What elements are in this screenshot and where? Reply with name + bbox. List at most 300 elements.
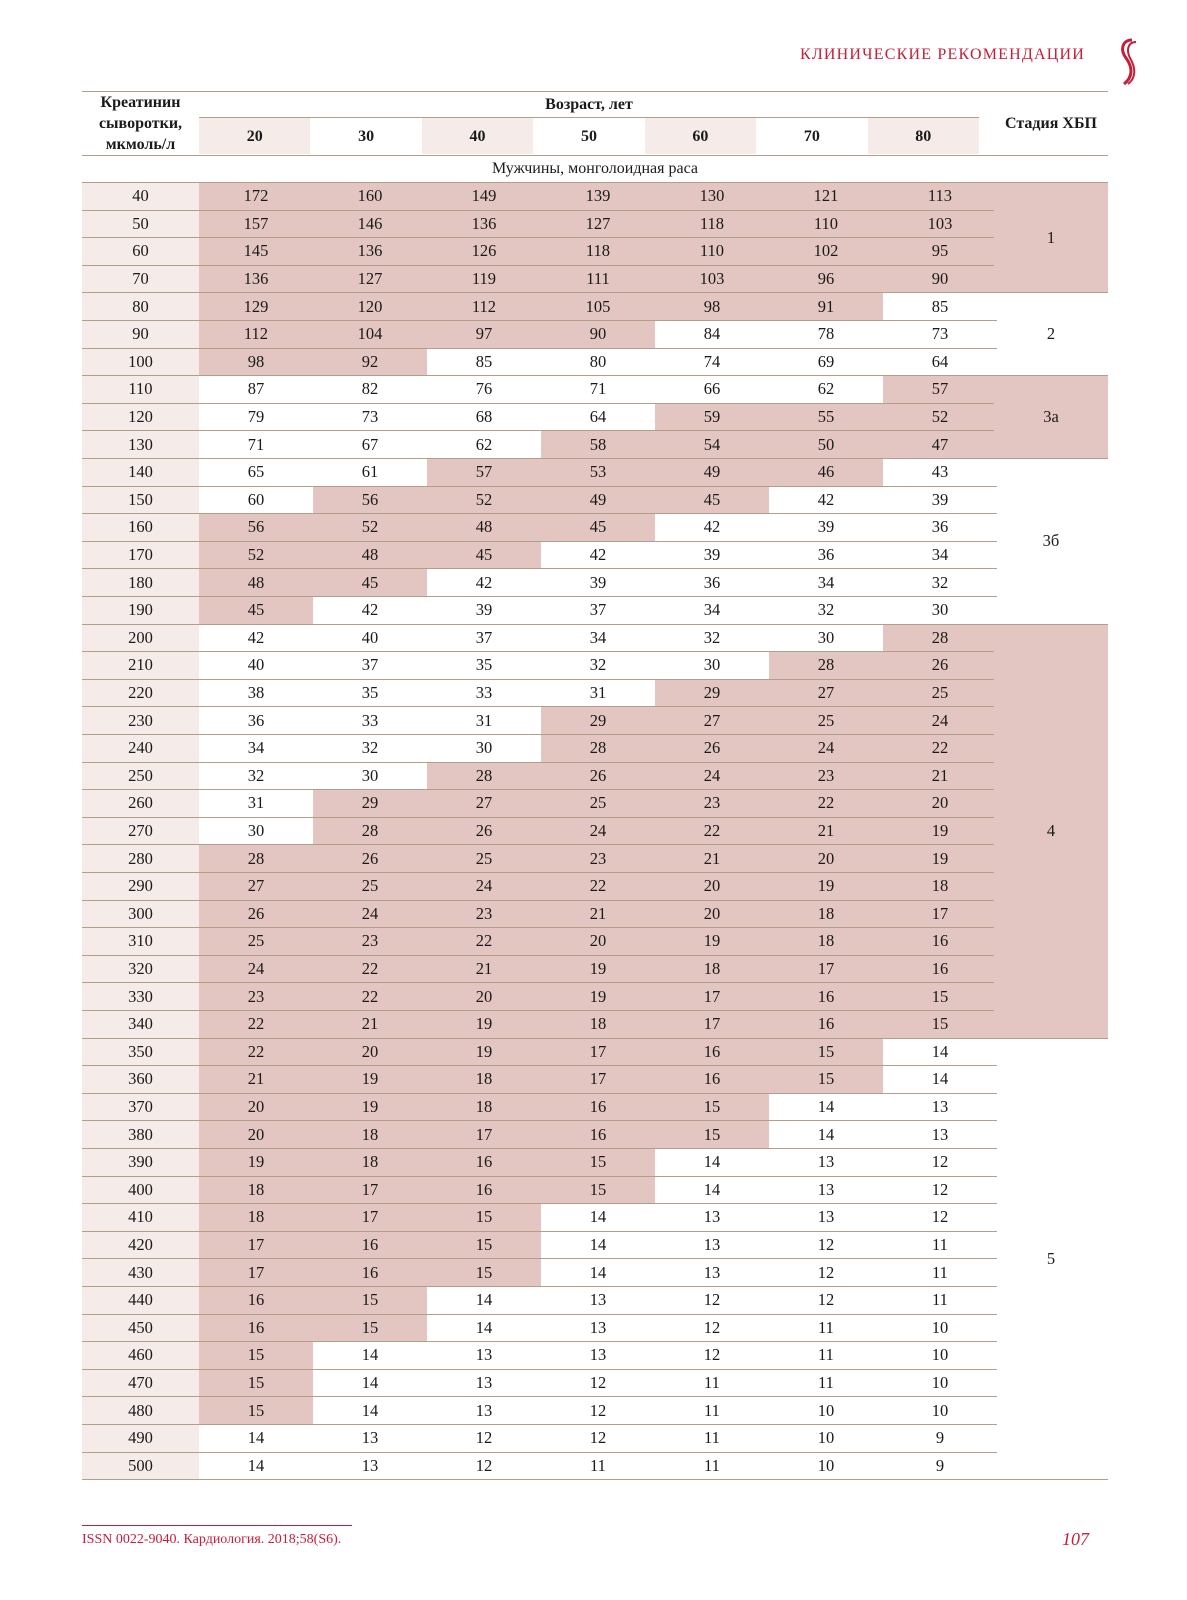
egfr-value-cell: 36 <box>655 569 769 597</box>
creatinine-cell: 220 <box>82 680 199 708</box>
egfr-value-cell: 22 <box>541 873 655 901</box>
egfr-value-cell: 69 <box>769 349 883 377</box>
egfr-value-cell: 48 <box>427 514 541 542</box>
egfr-value-cell: 17 <box>199 1259 313 1287</box>
table-row <box>82 1315 997 1343</box>
age-header-cell: 40 <box>422 118 533 154</box>
egfr-value-cell: 91 <box>769 293 883 321</box>
egfr-value-cell: 12 <box>769 1259 883 1287</box>
egfr-value-cell: 67 <box>313 431 427 459</box>
egfr-value-cell: 105 <box>541 293 655 321</box>
egfr-value-cell: 39 <box>769 514 883 542</box>
egfr-value-cell: 28 <box>199 845 313 873</box>
egfr-value-cell: 47 <box>883 431 997 459</box>
journal-logo-icon <box>1112 36 1142 88</box>
table-row <box>82 1232 997 1260</box>
age-header-row <box>199 118 979 154</box>
creatinine-cell: 110 <box>82 376 199 404</box>
table-row <box>82 680 997 708</box>
table-row <box>82 459 997 487</box>
egfr-value-cell: 12 <box>883 1204 997 1232</box>
egfr-value-cell: 12 <box>541 1370 655 1398</box>
egfr-value-cell: 66 <box>655 376 769 404</box>
egfr-value-cell: 13 <box>541 1342 655 1370</box>
egfr-value-cell: 14 <box>541 1204 655 1232</box>
egfr-value-cell: 16 <box>769 983 883 1011</box>
egfr-value-cell: 11 <box>883 1287 997 1315</box>
egfr-value-cell: 32 <box>655 625 769 653</box>
egfr-value-cell: 18 <box>313 1149 427 1177</box>
egfr-value-cell: 24 <box>427 873 541 901</box>
egfr-value-cell: 11 <box>769 1342 883 1370</box>
egfr-value-cell: 17 <box>769 956 883 984</box>
egfr-value-cell: 85 <box>883 293 997 321</box>
age-header-cell: 60 <box>645 118 756 154</box>
egfr-value-cell: 64 <box>541 404 655 432</box>
stage-cell: 2 <box>994 293 1108 376</box>
egfr-value-cell: 46 <box>769 459 883 487</box>
egfr-value-cell: 13 <box>655 1204 769 1232</box>
egfr-value-cell: 10 <box>883 1315 997 1343</box>
egfr-value-cell: 13 <box>883 1121 997 1149</box>
egfr-value-cell: 56 <box>199 514 313 542</box>
egfr-value-cell: 24 <box>655 763 769 791</box>
egfr-value-cell: 13 <box>313 1425 427 1453</box>
egfr-value-cell: 73 <box>313 404 427 432</box>
creatinine-cell: 280 <box>82 845 199 873</box>
egfr-value-cell: 82 <box>313 376 427 404</box>
creatinine-cell: 50 <box>82 211 199 239</box>
egfr-value-cell: 15 <box>655 1094 769 1122</box>
table-row <box>82 1397 997 1425</box>
egfr-value-cell: 11 <box>883 1232 997 1260</box>
egfr-value-cell: 16 <box>427 1149 541 1177</box>
egfr-value-cell: 26 <box>427 818 541 846</box>
egfr-value-cell: 30 <box>769 625 883 653</box>
egfr-value-cell: 28 <box>541 735 655 763</box>
creatinine-cell: 350 <box>82 1039 199 1067</box>
egfr-value-cell: 14 <box>655 1149 769 1177</box>
egfr-value-cell: 22 <box>199 1039 313 1067</box>
table-row <box>82 1342 997 1370</box>
egfr-value-cell: 24 <box>883 707 997 735</box>
egfr-value-cell: 59 <box>655 404 769 432</box>
egfr-value-cell: 23 <box>655 790 769 818</box>
egfr-value-cell: 18 <box>883 873 997 901</box>
egfr-value-cell: 25 <box>883 680 997 708</box>
egfr-value-cell: 10 <box>883 1397 997 1425</box>
egfr-value-cell: 25 <box>541 790 655 818</box>
footer-citation: ISSN 0022-9040. Кардиология. 2018;58(S6). <box>82 1532 342 1547</box>
egfr-value-cell: 22 <box>313 956 427 984</box>
egfr-value-cell: 14 <box>313 1397 427 1425</box>
egfr-value-cell: 35 <box>427 652 541 680</box>
egfr-value-cell: 24 <box>199 956 313 984</box>
egfr-value-cell: 18 <box>199 1177 313 1205</box>
egfr-value-cell: 136 <box>199 266 313 294</box>
egfr-value-cell: 17 <box>199 1232 313 1260</box>
egfr-value-cell: 12 <box>769 1287 883 1315</box>
egfr-value-cell: 22 <box>313 983 427 1011</box>
egfr-value-cell: 34 <box>883 542 997 570</box>
egfr-value-cell: 71 <box>199 431 313 459</box>
creatinine-cell: 260 <box>82 790 199 818</box>
egfr-value-cell: 13 <box>427 1397 541 1425</box>
egfr-value-cell: 15 <box>199 1342 313 1370</box>
egfr-value-cell: 16 <box>541 1121 655 1149</box>
egfr-value-cell: 16 <box>883 956 997 984</box>
egfr-value-cell: 74 <box>655 349 769 377</box>
age-header-cell: 30 <box>358 127 375 145</box>
egfr-value-cell: 37 <box>541 597 655 625</box>
egfr-value-cell: 20 <box>655 901 769 929</box>
egfr-value-cell: 98 <box>655 293 769 321</box>
egfr-value-cell: 26 <box>883 652 997 680</box>
egfr-value-cell: 14 <box>313 1370 427 1398</box>
creatinine-cell: 410 <box>82 1204 199 1232</box>
egfr-value-cell: 118 <box>655 211 769 239</box>
egfr-value-cell: 15 <box>427 1204 541 1232</box>
egfr-value-cell: 31 <box>427 707 541 735</box>
age-header-cell: 80 <box>868 118 979 154</box>
egfr-value-cell: 76 <box>427 376 541 404</box>
egfr-value-cell: 110 <box>769 211 883 239</box>
egfr-value-cell: 45 <box>427 542 541 570</box>
egfr-value-cell: 96 <box>769 266 883 294</box>
creatinine-cell: 230 <box>82 707 199 735</box>
egfr-value-cell: 34 <box>769 569 883 597</box>
egfr-value-cell: 29 <box>313 790 427 818</box>
egfr-value-cell: 22 <box>199 1011 313 1039</box>
egfr-value-cell: 118 <box>541 238 655 266</box>
egfr-value-cell: 24 <box>769 735 883 763</box>
egfr-value-cell: 52 <box>427 487 541 515</box>
table-row <box>82 293 997 321</box>
egfr-value-cell: 56 <box>313 487 427 515</box>
egfr-value-cell: 23 <box>769 763 883 791</box>
egfr-value-cell: 15 <box>313 1287 427 1315</box>
table-row <box>82 1066 997 1094</box>
table-row <box>82 404 997 432</box>
egfr-value-cell: 13 <box>427 1370 541 1398</box>
egfr-value-cell: 27 <box>427 790 541 818</box>
table-row <box>82 266 997 294</box>
egfr-value-cell: 119 <box>427 266 541 294</box>
egfr-value-cell: 20 <box>655 873 769 901</box>
egfr-value-cell: 35 <box>313 680 427 708</box>
egfr-value-cell: 28 <box>883 625 997 653</box>
egfr-value-cell: 19 <box>655 928 769 956</box>
age-header-cell: 50 <box>580 127 597 145</box>
egfr-value-cell: 13 <box>769 1177 883 1205</box>
egfr-value-cell: 38 <box>199 680 313 708</box>
egfr-value-cell: 16 <box>655 1066 769 1094</box>
egfr-value-cell: 37 <box>427 625 541 653</box>
egfr-value-cell: 10 <box>883 1370 997 1398</box>
egfr-value-cell: 34 <box>199 735 313 763</box>
table-row <box>82 569 997 597</box>
egfr-value-cell: 78 <box>769 321 883 349</box>
egfr-value-cell: 112 <box>427 293 541 321</box>
egfr-value-cell: 14 <box>769 1121 883 1149</box>
egfr-value-cell: 14 <box>199 1453 313 1481</box>
egfr-value-cell: 52 <box>883 404 997 432</box>
table-row <box>82 542 997 570</box>
egfr-value-cell: 112 <box>199 321 313 349</box>
egfr-value-cell: 19 <box>313 1094 427 1122</box>
egfr-value-cell: 18 <box>199 1204 313 1232</box>
table-row <box>82 1177 997 1205</box>
age-header-cell: 70 <box>803 127 820 145</box>
egfr-value-cell: 90 <box>541 321 655 349</box>
egfr-value-cell: 17 <box>541 1039 655 1067</box>
egfr-value-cell: 14 <box>541 1259 655 1287</box>
egfr-value-cell: 27 <box>769 680 883 708</box>
egfr-value-cell: 43 <box>883 459 997 487</box>
creatinine-cell: 250 <box>82 763 199 791</box>
egfr-value-cell: 126 <box>427 238 541 266</box>
stage-cell: 1 <box>994 183 1108 293</box>
egfr-value-cell: 11 <box>655 1425 769 1453</box>
creatinine-cell: 120 <box>82 404 199 432</box>
egfr-value-cell: 13 <box>541 1315 655 1343</box>
egfr-value-cell: 12 <box>883 1177 997 1205</box>
egfr-value-cell: 50 <box>769 431 883 459</box>
egfr-value-cell: 36 <box>199 707 313 735</box>
creatinine-cell: 370 <box>82 1094 199 1122</box>
creatinine-cell: 100 <box>82 349 199 377</box>
egfr-value-cell: 23 <box>199 983 313 1011</box>
egfr-value-cell: 160 <box>313 183 427 211</box>
table-row <box>82 211 997 239</box>
egfr-value-cell: 26 <box>313 845 427 873</box>
egfr-value-cell: 130 <box>655 183 769 211</box>
egfr-value-cell: 32 <box>769 597 883 625</box>
egfr-value-cell: 27 <box>655 707 769 735</box>
egfr-value-cell: 42 <box>541 542 655 570</box>
stage-header: Стадия ХБП <box>1005 114 1097 132</box>
table-row <box>82 818 997 846</box>
egfr-value-cell: 22 <box>427 928 541 956</box>
egfr-value-cell: 14 <box>427 1315 541 1343</box>
egfr-value-cell: 42 <box>313 597 427 625</box>
creatinine-cell: 60 <box>82 238 199 266</box>
egfr-value-cell: 45 <box>199 597 313 625</box>
creatinine-cell: 380 <box>82 1121 199 1149</box>
egfr-value-cell: 26 <box>541 763 655 791</box>
creatinine-cell: 460 <box>82 1342 199 1370</box>
egfr-value-cell: 32 <box>313 735 427 763</box>
egfr-value-cell: 39 <box>655 542 769 570</box>
egfr-value-cell: 21 <box>313 1011 427 1039</box>
table-row <box>82 652 997 680</box>
egfr-value-cell: 15 <box>313 1315 427 1343</box>
creatinine-cell: 160 <box>82 514 199 542</box>
egfr-value-cell: 15 <box>427 1232 541 1260</box>
egfr-value-cell: 18 <box>313 1121 427 1149</box>
egfr-value-cell: 19 <box>199 1149 313 1177</box>
egfr-value-cell: 30 <box>199 818 313 846</box>
egfr-value-cell: 129 <box>199 293 313 321</box>
egfr-value-cell: 18 <box>769 928 883 956</box>
egfr-value-cell: 42 <box>769 487 883 515</box>
egfr-value-cell: 149 <box>427 183 541 211</box>
egfr-value-cell: 145 <box>199 238 313 266</box>
egfr-value-cell: 62 <box>427 431 541 459</box>
egfr-value-cell: 14 <box>883 1039 997 1067</box>
creatinine-cell: 490 <box>82 1425 199 1453</box>
egfr-value-cell: 15 <box>769 1039 883 1067</box>
egfr-value-cell: 45 <box>541 514 655 542</box>
egfr-value-cell: 11 <box>655 1370 769 1398</box>
egfr-value-cell: 14 <box>769 1094 883 1122</box>
egfr-value-cell: 13 <box>427 1342 541 1370</box>
egfr-value-cell: 15 <box>541 1177 655 1205</box>
egfr-value-cell: 15 <box>655 1121 769 1149</box>
creatinine-cell: 270 <box>82 818 199 846</box>
egfr-value-cell: 13 <box>769 1149 883 1177</box>
egfr-value-cell: 22 <box>769 790 883 818</box>
egfr-value-cell: 23 <box>541 845 655 873</box>
egfr-value-cell: 15 <box>883 983 997 1011</box>
egfr-value-cell: 10 <box>769 1425 883 1453</box>
table-row <box>82 431 997 459</box>
egfr-value-cell: 42 <box>199 625 313 653</box>
table-row <box>82 983 997 1011</box>
egfr-value-cell: 12 <box>655 1287 769 1315</box>
egfr-value-cell: 80 <box>541 349 655 377</box>
table-row <box>82 1121 997 1149</box>
egfr-value-cell: 79 <box>199 404 313 432</box>
egfr-value-cell: 15 <box>883 1011 997 1039</box>
table-row <box>82 625 997 653</box>
creatinine-cell: 480 <box>82 1397 199 1425</box>
egfr-value-cell: 49 <box>541 487 655 515</box>
egfr-value-cell: 18 <box>427 1066 541 1094</box>
egfr-value-cell: 97 <box>427 321 541 349</box>
creatinine-cell: 470 <box>82 1370 199 1398</box>
table-row <box>82 597 997 625</box>
egfr-value-cell: 127 <box>541 211 655 239</box>
egfr-value-cell: 20 <box>313 1039 427 1067</box>
egfr-value-cell: 29 <box>655 680 769 708</box>
table-row <box>82 1453 997 1481</box>
egfr-value-cell: 61 <box>313 459 427 487</box>
egfr-value-cell: 15 <box>769 1066 883 1094</box>
egfr-value-cell: 13 <box>541 1287 655 1315</box>
egfr-value-cell: 14 <box>427 1287 541 1315</box>
egfr-value-cell: 11 <box>769 1370 883 1398</box>
creatinine-cell: 90 <box>82 321 199 349</box>
egfr-value-cell: 40 <box>199 652 313 680</box>
egfr-value-cell: 57 <box>883 376 997 404</box>
egfr-value-cell: 15 <box>199 1397 313 1425</box>
egfr-value-cell: 12 <box>427 1453 541 1481</box>
creatinine-cell: 310 <box>82 928 199 956</box>
egfr-value-cell: 45 <box>655 487 769 515</box>
creatinine-cell: 70 <box>82 266 199 294</box>
egfr-value-cell: 14 <box>199 1425 313 1453</box>
egfr-value-cell: 33 <box>313 707 427 735</box>
table-row <box>82 1011 997 1039</box>
egfr-value-cell: 11 <box>655 1453 769 1481</box>
egfr-value-cell: 12 <box>427 1425 541 1453</box>
egfr-value-cell: 32 <box>199 763 313 791</box>
egfr-value-cell: 17 <box>655 1011 769 1039</box>
egfr-value-cell: 24 <box>541 818 655 846</box>
creatinine-cell: 200 <box>82 625 199 653</box>
egfr-value-cell: 32 <box>883 569 997 597</box>
creatinine-cell: 450 <box>82 1315 199 1343</box>
table-row <box>82 1149 997 1177</box>
egfr-value-cell: 157 <box>199 211 313 239</box>
egfr-value-cell: 49 <box>655 459 769 487</box>
egfr-value-cell: 20 <box>199 1094 313 1122</box>
egfr-value-cell: 24 <box>313 901 427 929</box>
egfr-value-cell: 60 <box>199 487 313 515</box>
egfr-value-cell: 13 <box>655 1232 769 1260</box>
egfr-value-cell: 11 <box>655 1397 769 1425</box>
egfr-value-cell: 58 <box>541 431 655 459</box>
egfr-value-cell: 31 <box>199 790 313 818</box>
table-row <box>82 790 997 818</box>
egfr-value-cell: 48 <box>313 542 427 570</box>
egfr-value-cell: 19 <box>883 818 997 846</box>
creatinine-cell: 320 <box>82 956 199 984</box>
creatinine-cell: 210 <box>82 652 199 680</box>
egfr-value-cell: 22 <box>883 735 997 763</box>
egfr-value-cell: 42 <box>655 514 769 542</box>
table-row <box>82 1287 997 1315</box>
stage-cell: 3б <box>994 459 1108 625</box>
egfr-value-cell: 30 <box>655 652 769 680</box>
egfr-value-cell: 104 <box>313 321 427 349</box>
egfr-value-cell: 16 <box>883 928 997 956</box>
egfr-value-cell: 87 <box>199 376 313 404</box>
stage-cell: 5 <box>994 1039 1108 1481</box>
egfr-value-cell: 120 <box>313 293 427 321</box>
egfr-value-cell: 32 <box>541 652 655 680</box>
creatinine-cell: 240 <box>82 735 199 763</box>
egfr-value-cell: 62 <box>769 376 883 404</box>
egfr-value-cell: 14 <box>655 1177 769 1205</box>
egfr-value-cell: 17 <box>427 1121 541 1149</box>
egfr-value-cell: 84 <box>655 321 769 349</box>
egfr-value-cell: 102 <box>769 238 883 266</box>
egfr-value-cell: 110 <box>655 238 769 266</box>
egfr-value-cell: 21 <box>199 1066 313 1094</box>
table-row <box>82 1370 997 1398</box>
egfr-value-cell: 65 <box>199 459 313 487</box>
table-row <box>82 1204 997 1232</box>
egfr-value-cell: 37 <box>313 652 427 680</box>
egfr-value-cell: 21 <box>427 956 541 984</box>
egfr-value-cell: 19 <box>883 845 997 873</box>
egfr-value-cell: 172 <box>199 183 313 211</box>
creatinine-cell: 140 <box>82 459 199 487</box>
egfr-value-cell: 53 <box>541 459 655 487</box>
egfr-value-cell: 54 <box>655 431 769 459</box>
egfr-value-cell: 52 <box>199 542 313 570</box>
table-row <box>82 514 997 542</box>
egfr-value-cell: 30 <box>427 735 541 763</box>
age-group-header: Возраст, лет <box>545 95 633 113</box>
egfr-value-cell: 19 <box>427 1011 541 1039</box>
creatinine-cell: 80 <box>82 293 199 321</box>
egfr-value-cell: 127 <box>313 266 427 294</box>
egfr-value-cell: 15 <box>541 1149 655 1177</box>
egfr-value-cell: 45 <box>313 569 427 597</box>
